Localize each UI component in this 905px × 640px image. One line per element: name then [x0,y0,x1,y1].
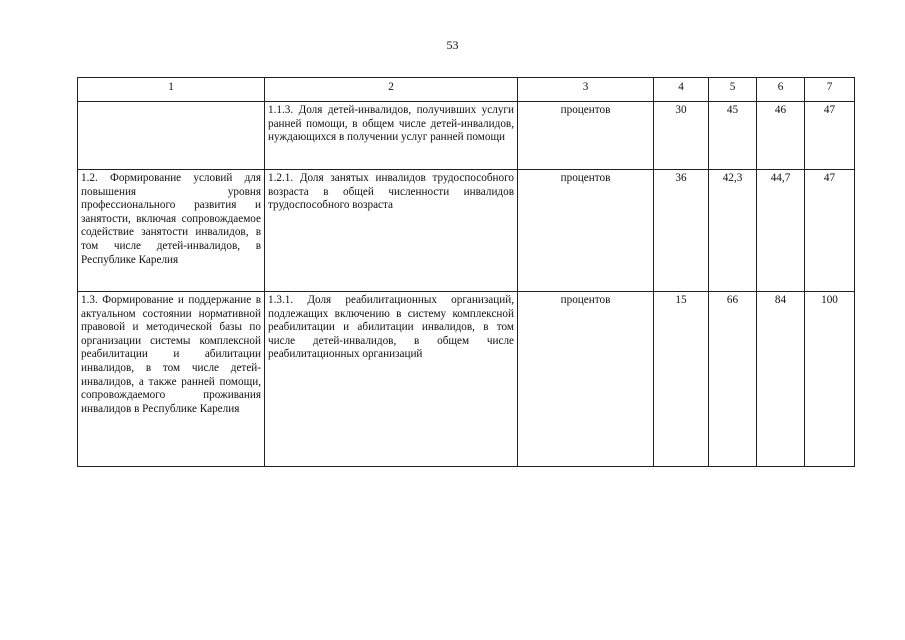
task-cell: 1.2. Формирование условий для повышения уровня профессионального развития и занятости, включая сопровождаемое содействие занятости инвалидов, в том числе детей-инвалидов, в Республике Карелия [78,170,265,292]
unit-cell: процентов [518,292,654,467]
value-cell-4: 36 [654,170,709,292]
indicator-cell: 1.3.1. Доля реабилитационных организаций, подлежащих включению в систему комплексной реабилитации и абилитации инвалидов, в том числе детей-инвалидов, в общем числе реабилитационных организаций [265,292,518,467]
indicator-cell: 1.1.3. Доля детей-инвалидов, получивших услуги ранней помощи, в общем числе детей-инвалидов, нуждающихся в получении услуг ранней помощи [265,102,518,170]
table-row [78,170,855,292]
value-cell-5: 45 [709,102,757,170]
value-cell-6: 44,7 [757,170,805,292]
header-cell: 2 [265,78,518,102]
value-cell-5: 66 [709,292,757,467]
value-cell-4: 15 [654,292,709,467]
page-number: 53 [446,38,459,52]
indicator-cell: 1.2.1. Доля занятых инвалидов трудоспособного возраста в общей численности инвалидов трудоспособного возраста [265,170,518,292]
header-cell: 1 [78,78,265,102]
task-cell: 1.3. Формирование и поддержание в актуальном состоянии нормативной правовой и методической базы по организации системы комплексной реабилитации и абилитации инвалидов, в том числе детей-инвалидов, а также ранней помощи, сопровождаемого проживания инвалидов в Республике Карелия [78,292,265,467]
task-cell [78,102,265,170]
table-row [78,292,855,467]
header-cell: 4 [654,78,709,102]
unit-cell: процентов [518,102,654,170]
header-cell: 7 [805,78,855,102]
header-cell: 3 [518,78,654,102]
value-cell-7: 47 [805,102,855,170]
value-cell-4: 30 [654,102,709,170]
table-header-row [78,78,855,102]
value-cell-5: 42,3 [709,170,757,292]
table-row [78,102,855,170]
header-cell: 5 [709,78,757,102]
value-cell-6: 84 [757,292,805,467]
value-cell-6: 46 [757,102,805,170]
value-cell-7: 47 [805,170,855,292]
header-cell: 6 [757,78,805,102]
unit-cell: процентов [518,170,654,292]
value-cell-7: 100 [805,292,855,467]
indicators-table [77,77,855,467]
